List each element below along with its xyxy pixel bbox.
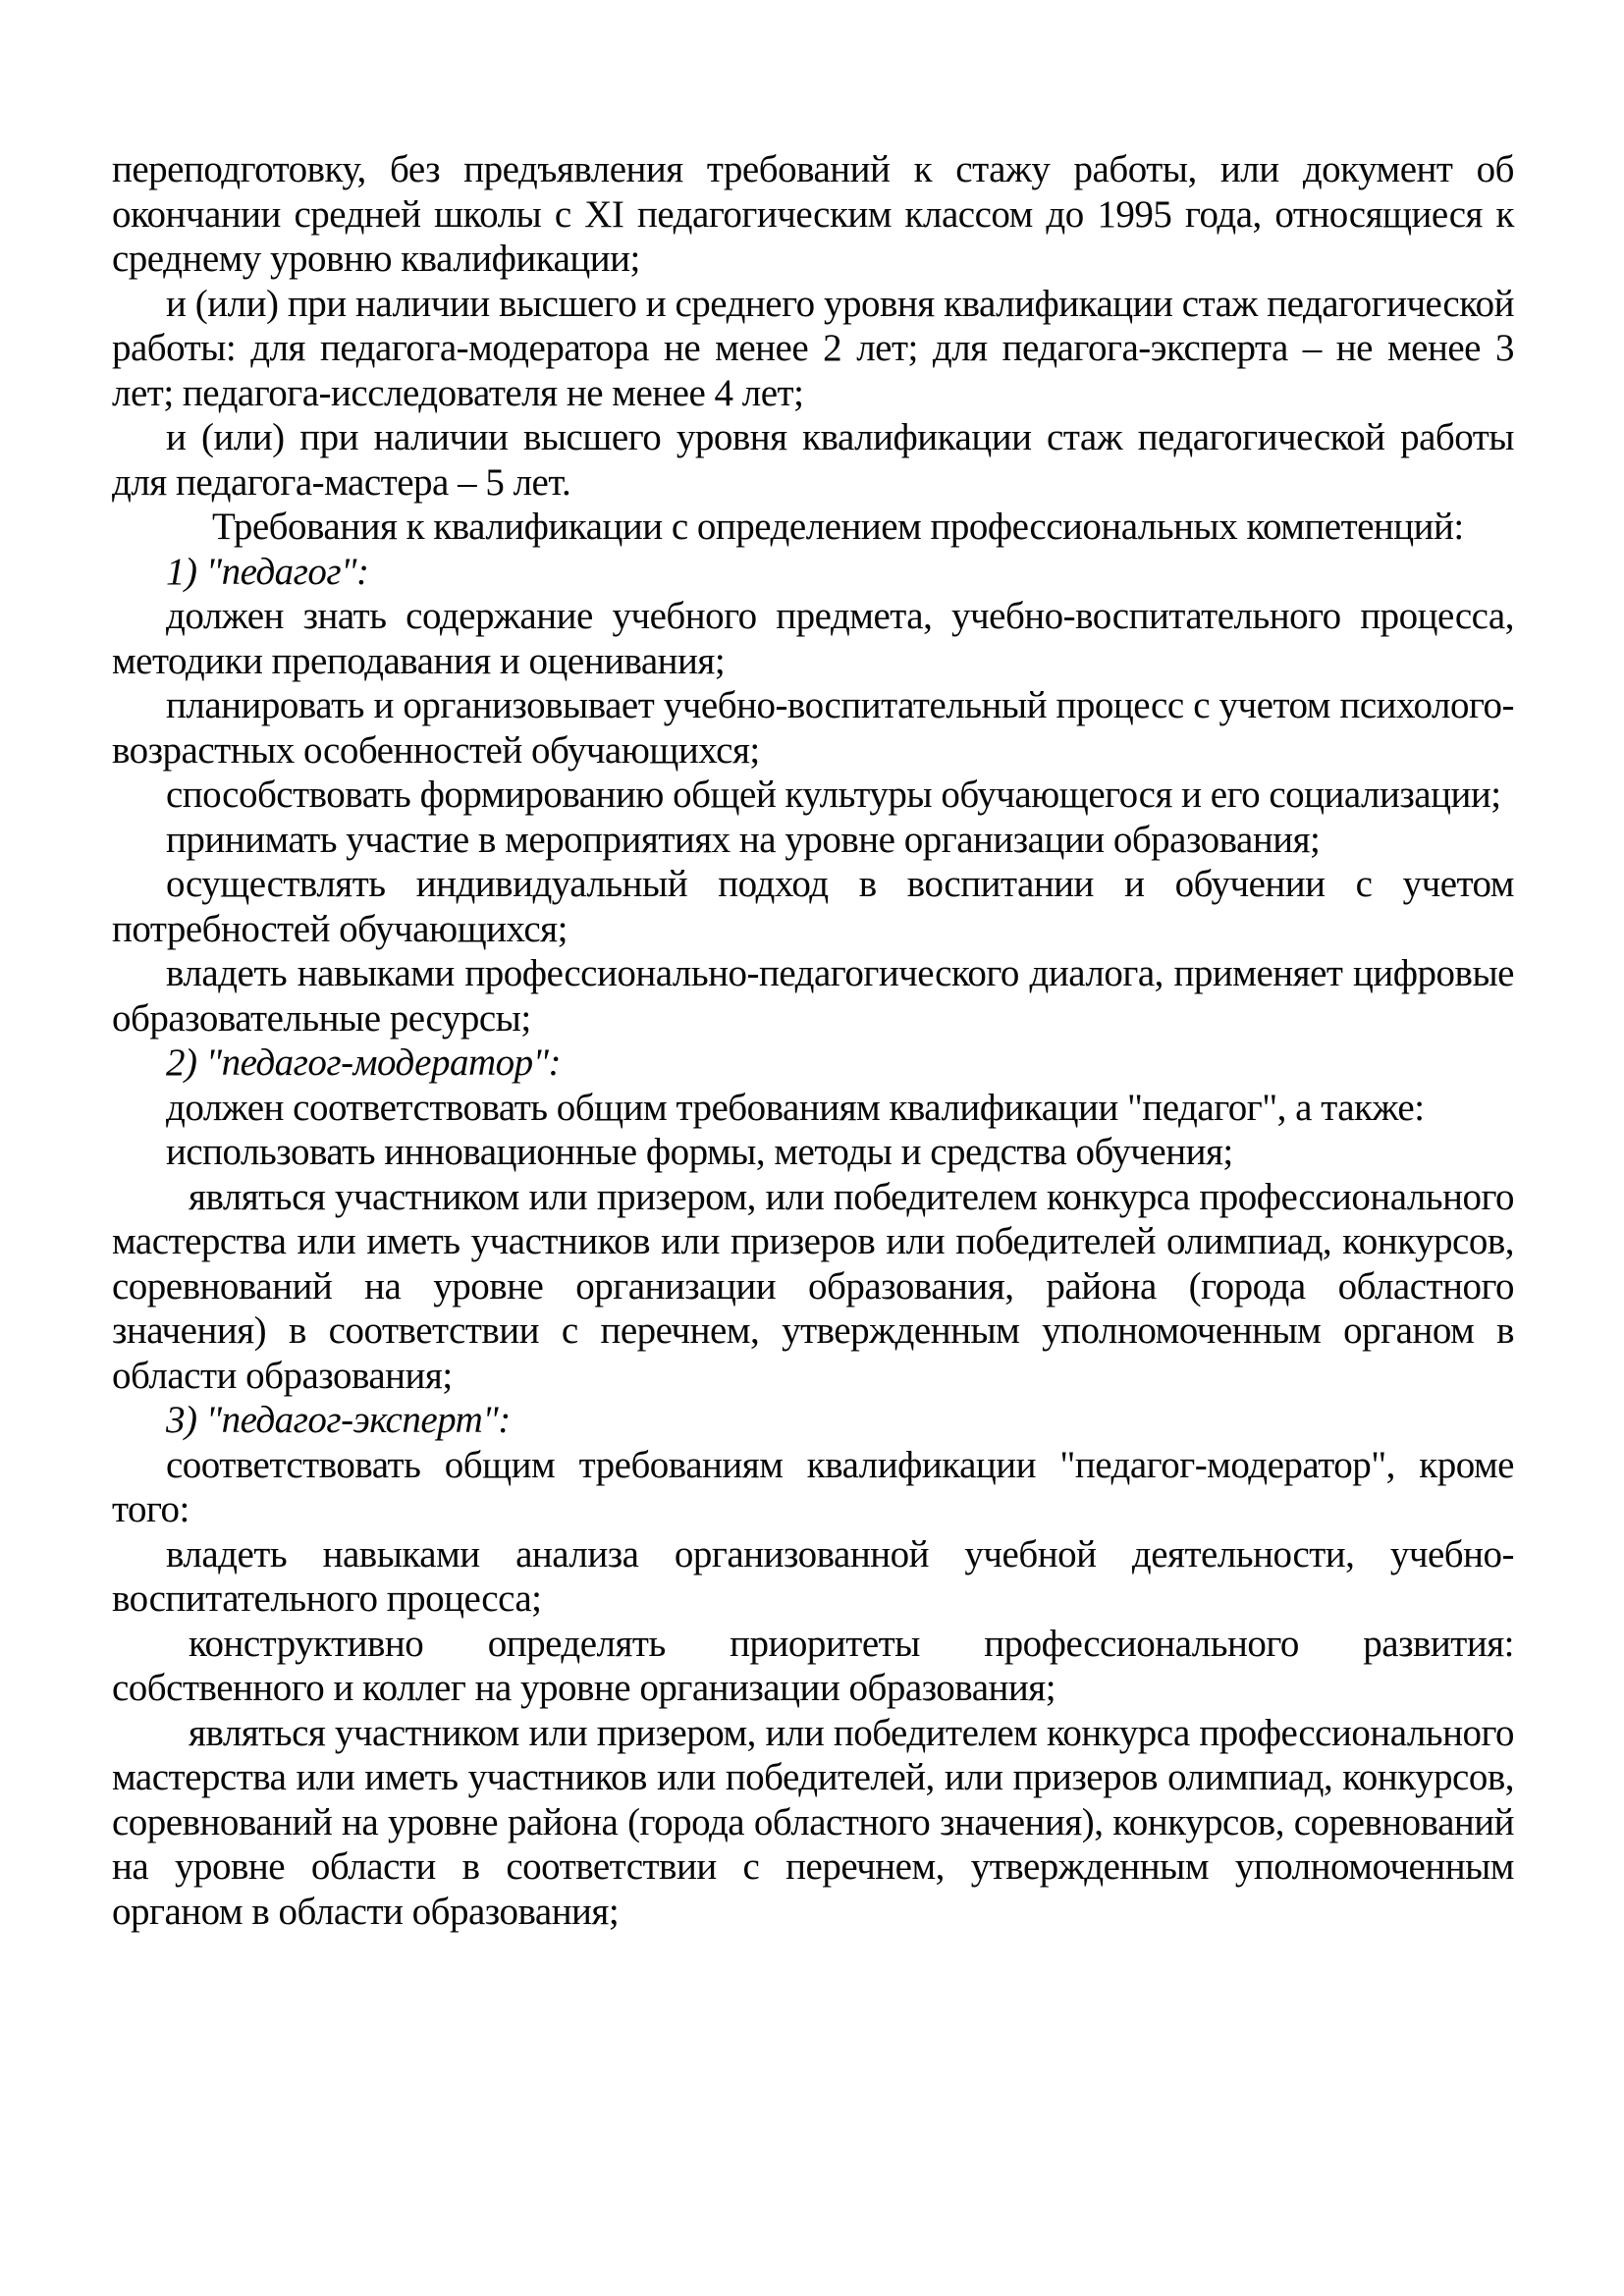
paragraph-pedagog-know: должен знать содержание учебного предмета, учебно-воспитательного процесса, методики преподавания и оценивания; <box>112 595 1514 682</box>
paragraph-moderator-innovative: использовать инновационные формы, методы и средства обучения; <box>166 1131 1233 1173</box>
paragraph-requirements-intro: Требования к квалификации с определением профессиональных компетенций: <box>212 506 1464 548</box>
paragraph-moderator-contest: являться участником или призером, или победителем конкурса профессионального мастерства или иметь участников или призеров или победителей олимпиад, конкурсов, соревнований на уровне организации образования, района (города областного значения) в соответствии с перечнем, утвержденным уполномоченным органом в области образования; <box>112 1175 1514 1397</box>
paragraph-pedagog-plan: планировать и организовывает учебно-воспитательный процесс с учетом психолого-возрастных особенностей обучающихся; <box>112 684 1514 772</box>
qualification-heading-pedagog: 1) "педагог": <box>166 550 369 593</box>
paragraph-expert-general: соответствовать общим требованиям квалификации "педагог-модератор", кроме того: <box>112 1443 1514 1530</box>
paragraph-pedagog-culture: способствовать формированию общей культуры обучающегося и его социализации; <box>166 774 1501 816</box>
paragraph-experience-mid-level: и (или) при наличии высшего и среднего уровня квалификации стаж педагогической работы: для педагога-модератора не менее 2 лет; для педагога-эксперта – не менее 3 лет; педагога-исследователя не менее 4 лет; <box>112 282 1514 414</box>
paragraph-moderator-general: должен соответствовать общим требованиям квалификации "педагог", а также: <box>166 1086 1425 1129</box>
paragraph-expert-contest: являться участником или призером, или победителем конкурса профессионального мастерства или иметь участников или победителей, или призеров олимпиад, конкурсов, соревнований на уровне района (города областного значения), конкурсов, соревнований на уровне области в соответствии с перечнем, утвержденным уполномоченным органом в области образования; <box>112 1711 1514 1933</box>
paragraph-continuation: переподготовку, без предъявления требований к стажу работы, или документ об окончании средней школы с XI педагогическим классом до 1995 года, относящиеся к среднему уровню квалификации; <box>112 148 1514 280</box>
qualification-heading-moderator: 2) "педагог-модератор": <box>166 1041 562 1084</box>
paragraph-pedagog-dialog: владеть навыками профессионально-педагогического диалога, применяет цифровые образовательные ресурсы; <box>112 952 1514 1040</box>
paragraph-expert-analysis: владеть навыками анализа организованной учебной деятельности, учебно-воспитательного процесса; <box>112 1532 1514 1620</box>
paragraph-expert-priorities: конструктивно определять приоритеты профессионального развития: собственного и коллег на уровне организации образования; <box>112 1622 1514 1709</box>
paragraph-pedagog-individual: осуществлять индивидуальный подход в воспитании и обучении с учетом потребностей обучающихся; <box>112 863 1514 950</box>
paragraph-pedagog-participate: принимать участие в мероприятиях на уровне организации образования; <box>166 818 1321 861</box>
qualification-heading-expert: 3) "педагог-эксперт": <box>166 1399 511 1441</box>
paragraph-experience-master: и (или) при наличии высшего уровня квалификации стаж педагогической работы для педагога-мастера – 5 лет. <box>112 416 1514 504</box>
